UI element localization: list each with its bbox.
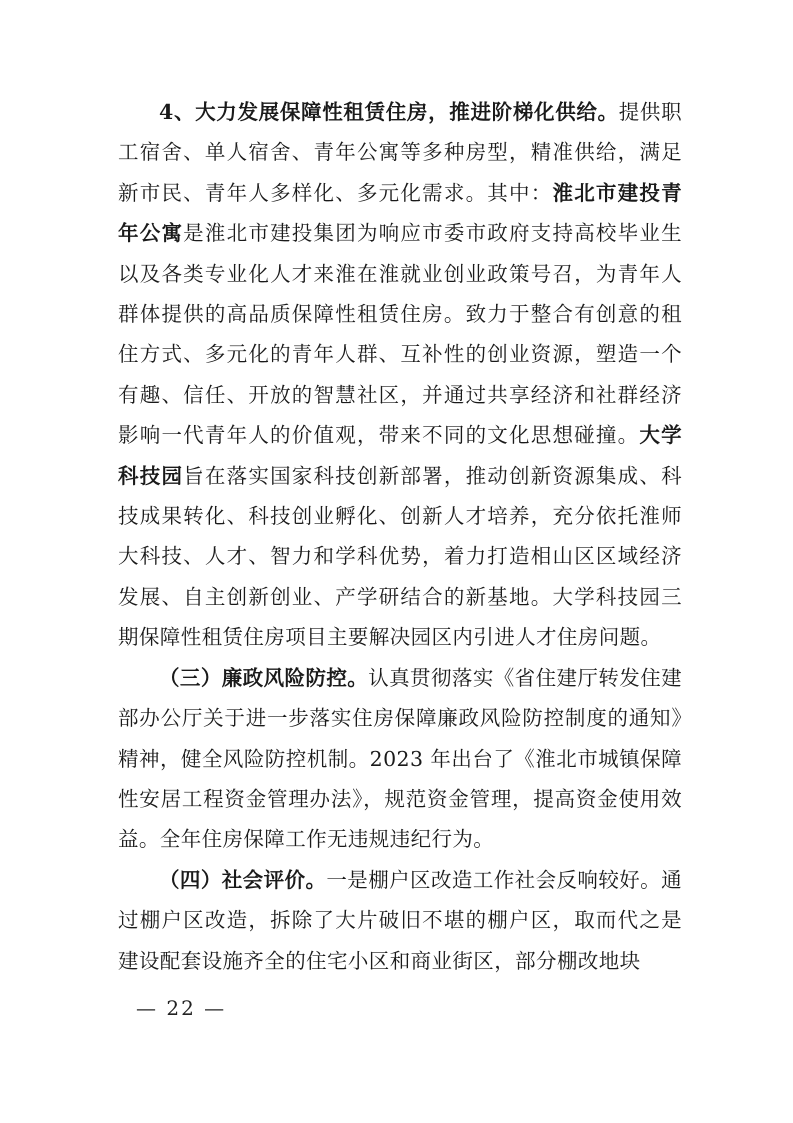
page-number: — 22 — <box>136 996 227 1020</box>
paragraph-text: 认真贯彻落实《省住建厅转发住建部办公厅关于进一步落实住房保障廉政风险防控制度的通知》精神，健全风险防控机制。2023 年出台了《淮北市城镇保障性安居工程资金管理办法》，规范资金管理，提高资金使用效益。全年住房保障工作无违规违纪行为。 <box>118 665 683 852</box>
paragraph-risk-control <box>118 658 682 860</box>
highlight-science-park: 大学科技园 <box>118 423 682 488</box>
heading-social-evaluation: （四）社会评价。 <box>159 867 327 892</box>
paragraph-social-evaluation <box>118 860 682 981</box>
highlight-youth-apartment: 淮北市建投青年公寓 <box>118 180 683 246</box>
paragraph-housing-rental <box>118 92 682 658</box>
paragraph-text: 提供职工宿舍、单人宿舍、青年公寓等多种房型，精准供给，满足新市民、青年人多样化、多元化需求。其中： <box>118 100 683 205</box>
paragraph-text: 一是棚户区改造工作社会反响较好。通过棚户区改造，拆除了大片破旧不堪的棚户区，取而代之是建设配套设施齐全的住宅小区和商业街区，部分棚改地块 <box>118 867 682 973</box>
heading-rental-housing: 4、大力发展保障性租赁住房，推进阶梯化供给。 <box>159 100 619 124</box>
paragraph-text: 旨在落实国家科技创新部署，推动创新资源集成、科技成果转化、科技创业孵化、创新人才培养，充分依托淮师大科技、人才、智力和学科优势，着力打造相山区区域经济发展、自主创新创业、产学研结合的新基地。大学科技园三期保障性租赁住房项目主要解决园区内引进人才住房问题。 <box>118 463 682 650</box>
paragraph-text: 是淮北市建投集团为响应市委市政府支持高校毕业生以及各类专业化人才来淮在淮就业创业政策号召，为青年人群体提供的高品质保障性租赁住房。致力于整合有创意的租住方式、多元化的青年人群、互补性的创业资源，塑造一个有趣、信任、开放的智慧社区，并通过共享经济和社群经济影响一代青年人的价值观，带来不同的文化思想碰撞。 <box>118 221 682 448</box>
heading-risk-control: （三）廉政风险防控。 <box>159 665 369 690</box>
document-body <box>118 92 682 981</box>
